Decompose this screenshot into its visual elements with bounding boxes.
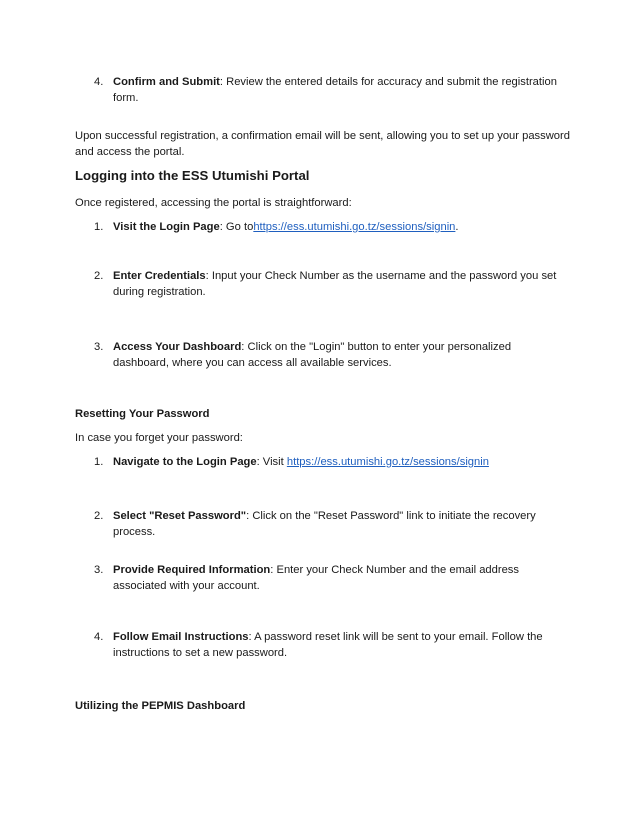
list-item-body: : A password reset link will be sent to your email. Follow the instructions to set a new password. (113, 631, 543, 659)
list-item-navigate-login (113, 454, 568, 470)
signin-link[interactable]: https://ess.utumishi.go.tz/sessions/signin (286, 456, 489, 468)
list-number: 4. (94, 76, 104, 88)
list-item-body: : Click on the "Reset Password" link to initiate the recovery process. (113, 510, 536, 538)
list-item-follow-email (113, 629, 568, 661)
registration-confirmation-paragraph: Upon successful registration, a confirmation email will be sent, allowing you to set up your password and access the portal. (75, 130, 570, 158)
dashboard-section-heading: Utilizing the PEPMIS Dashboard (75, 700, 246, 712)
reset-section-heading: Resetting Your Password (75, 408, 210, 420)
list-item-title: Visit the Login Page (113, 221, 220, 233)
list-item-body: : Input your Check Number as the username and the password you set during registration. (113, 270, 557, 298)
list-item-visit-login (113, 219, 568, 235)
list-item-title: Access Your Dashboard (113, 341, 242, 353)
login-intro: Once registered, accessing the portal is straightforward: (75, 197, 352, 209)
list-item-body: : Visit (256, 456, 287, 468)
list-item-enter-credentials (113, 268, 568, 300)
list-number: 3. (94, 564, 104, 576)
list-item-body: : Go to (219, 221, 254, 233)
list-item-body: : Review the entered details for accuracy and submit the registration form. (113, 76, 557, 104)
login-section-heading: Logging into the ESS Utumishi Portal (75, 168, 310, 183)
reset-intro: In case you forget your password: (75, 432, 243, 444)
list-item-title: Select "Reset Password" (113, 510, 247, 522)
list-item-body: : Enter your Check Number and the email address associated with your account. (113, 564, 519, 592)
list-item-access-dashboard (113, 339, 568, 371)
list-number: 2. (94, 510, 104, 522)
list-item-body-end: . (455, 221, 459, 233)
list-number: 1. (94, 456, 104, 468)
list-item-title: Confirm and Submit (113, 76, 220, 88)
list-number: 3. (94, 341, 104, 353)
list-item-confirm-submit (113, 74, 568, 106)
list-item-body: : Click on the "Login" button to enter your personalized dashboard, where you can access all available services. (113, 341, 512, 369)
list-item-title: Enter Credentials (113, 270, 206, 282)
list-item-title: Provide Required Information (113, 564, 271, 576)
list-number: 1. (94, 221, 104, 233)
list-item-provide-info (113, 562, 568, 594)
signin-link[interactable]: https://ess.utumishi.go.tz/sessions/signin (253, 221, 456, 233)
list-number: 4. (94, 631, 104, 643)
list-item-title: Follow Email Instructions (113, 631, 249, 643)
list-number: 2. (94, 270, 104, 282)
list-item-select-reset (113, 508, 568, 540)
list-item-title: Navigate to the Login Page (113, 456, 257, 468)
